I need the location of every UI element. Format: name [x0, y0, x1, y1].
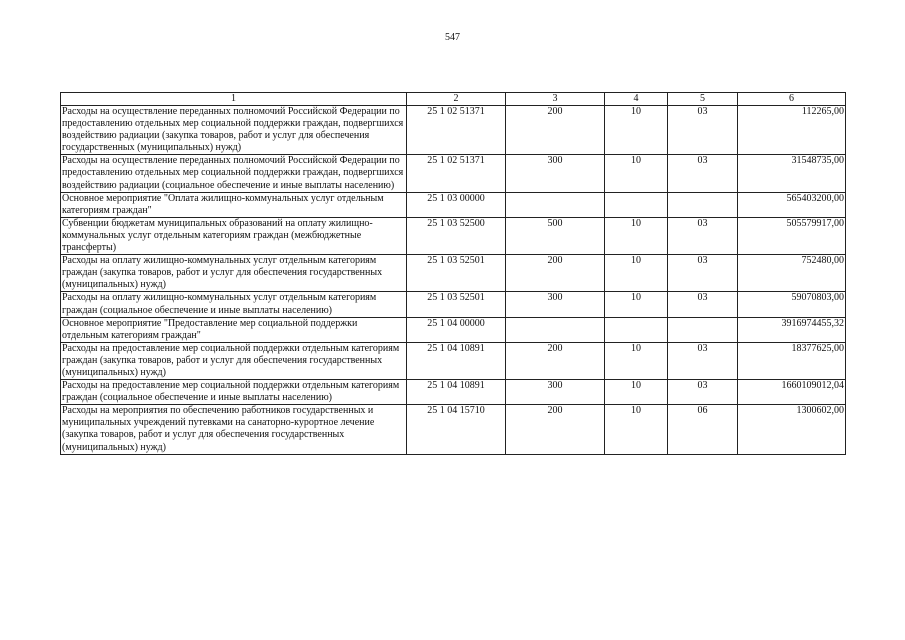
- cell-section-code: 10: [605, 342, 668, 379]
- cell-subsection-code: 03: [668, 217, 738, 254]
- cell-expense-name: Расходы на оплату жилищно-коммунальных услуг отдельным категориям граждан (социальное обеспечение и иные выплаты населению): [61, 292, 407, 317]
- cell-expense-type-code: 200: [506, 106, 605, 155]
- cell-amount: 3916974455,32: [738, 317, 846, 342]
- cell-amount: 31548735,00: [738, 155, 846, 192]
- cell-target-article-code: 25 1 03 52500: [407, 217, 506, 254]
- cell-subsection-code: 03: [668, 380, 738, 405]
- cell-expense-name: Расходы на осуществление переданных полномочий Российской Федерации по предоставлению отдельных мер социальной поддержки граждан, подвергшихся воздействию радиации (закупка товаров, работ и услуг для обеспечения государственных (муниципальных) нужд): [61, 106, 407, 155]
- cell-subsection-code: [668, 192, 738, 217]
- cell-expense-type-code: 500: [506, 217, 605, 254]
- header-col-1: 1: [61, 93, 407, 106]
- cell-expense-type-code: 300: [506, 380, 605, 405]
- cell-amount: 112265,00: [738, 106, 846, 155]
- table-row: [61, 380, 846, 405]
- cell-subsection-code: 03: [668, 292, 738, 317]
- cell-expense-type-code: 200: [506, 255, 605, 292]
- header-col-2: 2: [407, 93, 506, 106]
- cell-amount: 59070803,00: [738, 292, 846, 317]
- cell-amount: 752480,00: [738, 255, 846, 292]
- cell-target-article-code: 25 1 03 00000: [407, 192, 506, 217]
- table-row: [61, 405, 846, 454]
- cell-target-article-code: 25 1 04 15710: [407, 405, 506, 454]
- cell-expense-name: Расходы на предоставление мер социальной поддержки отдельным категориям граждан (закупка товаров, работ и услуг для обеспечения государственных (муниципальных) нужд): [61, 342, 407, 379]
- cell-expense-name: Субвенции бюджетам муниципальных образований на оплату жилищно-коммунальных услуг отдельным категориям граждан (межбюджетные трансферты): [61, 217, 407, 254]
- cell-target-article-code: 25 1 03 52501: [407, 292, 506, 317]
- header-col-4: 4: [605, 93, 668, 106]
- cell-section-code: 10: [605, 380, 668, 405]
- table-row: [61, 255, 846, 292]
- header-row: [61, 93, 846, 106]
- cell-section-code: 10: [605, 255, 668, 292]
- cell-section-code: 10: [605, 106, 668, 155]
- cell-expense-name: Расходы на осуществление переданных полномочий Российской Федерации по предоставлению отдельных мер социальной поддержки граждан, подвергшихся воздействию радиации (социальное обеспечение и иные выплаты населению): [61, 155, 407, 192]
- cell-target-article-code: 25 1 04 10891: [407, 380, 506, 405]
- cell-target-article-code: 25 1 03 52501: [407, 255, 506, 292]
- cell-section-code: 10: [605, 217, 668, 254]
- table-row: [61, 217, 846, 254]
- cell-amount: 505579917,00: [738, 217, 846, 254]
- cell-section-code: [605, 317, 668, 342]
- cell-subsection-code: 03: [668, 255, 738, 292]
- cell-expense-name: Расходы на оплату жилищно-коммунальных услуг отдельным категориям граждан (закупка товаров, работ и услуг для обеспечения государственных (муниципальных) нужд): [61, 255, 407, 292]
- cell-expense-type-code: [506, 192, 605, 217]
- table-row: [61, 342, 846, 379]
- cell-expense-name: Расходы на мероприятия по обеспечению работников государственных и муниципальных учреждений путевками на санаторно-курортное лечение (закупка товаров, работ и услуг для обеспечения государственных (муниципальных) нужд): [61, 405, 407, 454]
- cell-section-code: 10: [605, 292, 668, 317]
- header-col-3: 3: [506, 93, 605, 106]
- cell-subsection-code: 03: [668, 155, 738, 192]
- cell-subsection-code: 03: [668, 342, 738, 379]
- table-row: [61, 106, 846, 155]
- cell-amount: 1300602,00: [738, 405, 846, 454]
- cell-expense-type-code: 300: [506, 292, 605, 317]
- cell-expense-name: Основное мероприятие "Предоставление мер социальной поддержки отдельным категориям граждан": [61, 317, 407, 342]
- cell-expense-type-code: 300: [506, 155, 605, 192]
- header-col-5: 5: [668, 93, 738, 106]
- cell-amount: 1660109012,04: [738, 380, 846, 405]
- table-row: [61, 192, 846, 217]
- cell-expense-type-code: [506, 317, 605, 342]
- table-row: [61, 317, 846, 342]
- cell-subsection-code: 03: [668, 106, 738, 155]
- cell-target-article-code: 25 1 04 10891: [407, 342, 506, 379]
- cell-section-code: 10: [605, 155, 668, 192]
- cell-expense-type-code: 200: [506, 342, 605, 379]
- cell-expense-name: Расходы на предоставление мер социальной поддержки отдельным категориям граждан (социальное обеспечение и иные выплаты населению): [61, 380, 407, 405]
- cell-amount: 565403200,00: [738, 192, 846, 217]
- cell-subsection-code: [668, 317, 738, 342]
- cell-target-article-code: 25 1 02 51371: [407, 155, 506, 192]
- page-number: 547: [445, 32, 460, 43]
- cell-target-article-code: 25 1 02 51371: [407, 106, 506, 155]
- cell-target-article-code: 25 1 04 00000: [407, 317, 506, 342]
- cell-expense-name: Основное мероприятие "Оплата жилищно-коммунальных услуг отдельным категориям граждан": [61, 192, 407, 217]
- table-row: [61, 292, 846, 317]
- cell-amount: 18377625,00: [738, 342, 846, 379]
- header-col-6: 6: [738, 93, 846, 106]
- cell-expense-type-code: 200: [506, 405, 605, 454]
- budget-table: [60, 92, 846, 455]
- cell-subsection-code: 06: [668, 405, 738, 454]
- cell-section-code: [605, 192, 668, 217]
- cell-section-code: 10: [605, 405, 668, 454]
- table-row: [61, 155, 846, 192]
